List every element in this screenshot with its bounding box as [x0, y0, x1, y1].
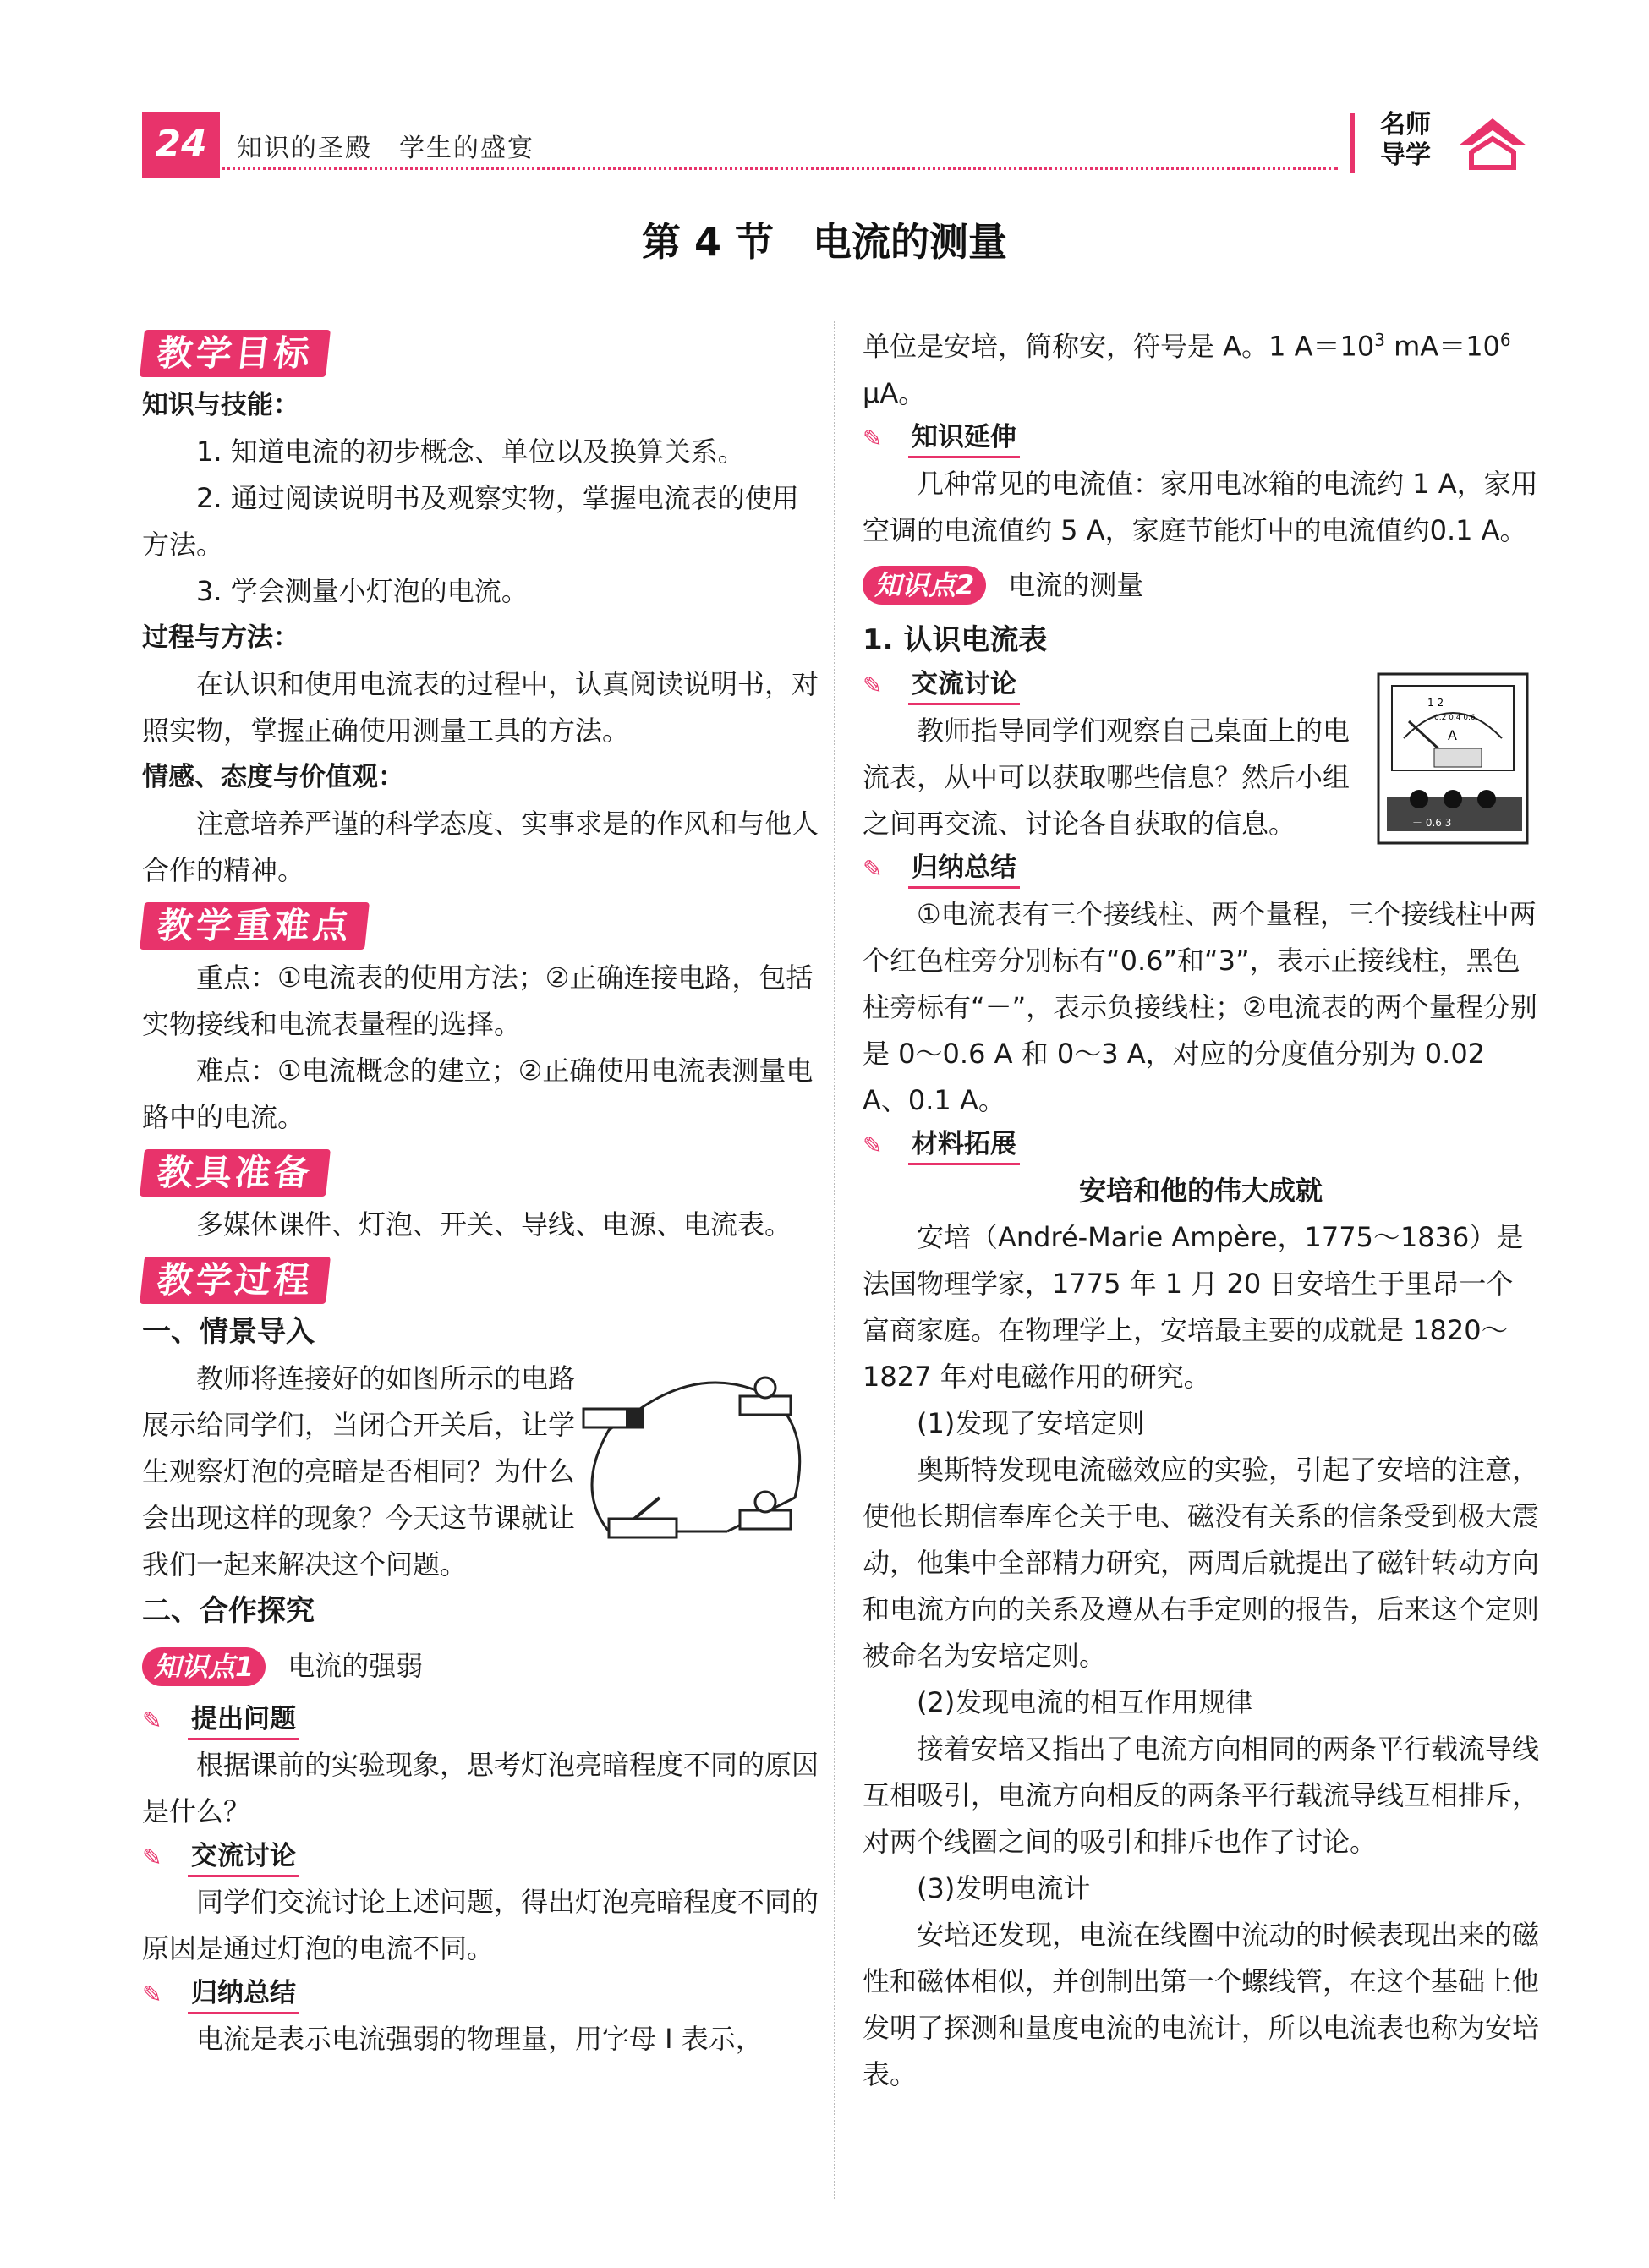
- section-teaching-tools: 教具准备: [140, 1149, 331, 1197]
- knowledge-point-2: [863, 562, 1539, 609]
- page-number: 24: [142, 112, 220, 178]
- pen-icon: ✎: [142, 1843, 162, 1871]
- kp1-badge: 知识点1: [142, 1647, 266, 1686]
- interaction-law-text: 接着安培又指出了电流方向相同的两条平行载流导线互相吸引，电流方向相反的两条平行载流导线互相排斥，对两个线圈之间的吸引和排斥也作了讨论。: [863, 1732, 1540, 1858]
- unit-part-a: 单位是安培，简称安，符号是 A。1 A＝10: [863, 330, 1375, 363]
- logo-line-1: 名师: [1380, 110, 1431, 140]
- kp2-label: 电流的测量: [1008, 568, 1144, 601]
- heading-cooperative-inquiry: 二、合作探究: [142, 1594, 315, 1628]
- summary-text: 电流是表示电流强弱的物理量，用字母 I 表示，: [196, 2023, 763, 2055]
- pen-icon: ✎: [863, 855, 883, 884]
- unit-exp-2: 6: [1499, 330, 1511, 350]
- key-point-text: 重点：①电流表的使用方法；②正确连接电路，包括实物接线和电流表量程的选择。: [142, 961, 814, 1040]
- mini-heading-label: 交流讨论: [908, 666, 1020, 705]
- pen-icon: ✎: [142, 1980, 162, 2008]
- right-column: [863, 317, 1539, 2098]
- teaching-tools-text: 多媒体课件、灯泡、开关、导线、电源、电流表。: [196, 1208, 792, 1241]
- interaction-law-title: (2)发现电流的相互作用规律: [917, 1685, 1253, 1718]
- pen-icon: ✎: [863, 425, 883, 453]
- meter-scale-bottom: 0.2 0.4 0.6: [1434, 713, 1476, 722]
- header-slogan: 知识的圣殿 学生的盛宴: [237, 134, 534, 163]
- unit-text: [863, 317, 1539, 417]
- meter-terminals: － 0.6 3: [1412, 816, 1452, 829]
- circuit-diagram: [575, 1362, 819, 1557]
- section-key-difficult: 教学重难点: [140, 902, 370, 950]
- ampere-rule-title: (1)发现了安培定则: [917, 1406, 1145, 1439]
- brand-logo: [1350, 108, 1532, 174]
- pen-icon: ✎: [142, 1706, 162, 1734]
- question-text: 根据课前的实验现象，思考灯泡亮暗程度不同的原因是什么？: [142, 1749, 819, 1827]
- galvanometer-title: (3)发明电流计: [917, 1871, 1091, 1904]
- emotion-attitude-title: 情感、态度与价值观：: [142, 762, 404, 792]
- mini-heading-label: 知识延伸: [908, 419, 1020, 458]
- mini-heading-label: 归纳总结: [908, 849, 1020, 889]
- ampere-rule-text: 奥斯特发现电流磁效应的实验，引起了安培的注意，使他长期信奉库仑关于电、磁没有关系的信条受到极大震动，他集中全部精力研究，两周后就提出了磁针转动方向和电流方向的关系及遵从右手定则的报告，后来这个定则被命名为安培定则。: [863, 1453, 1540, 1672]
- logo-mark-icon: [1455, 112, 1531, 173]
- unit-part-c: μA。: [863, 376, 926, 409]
- mini-heading-extension: [863, 417, 1539, 461]
- mini-heading-raise-question: [142, 1698, 819, 1742]
- emotion-attitude-text: 注意培养严谨的科学态度、实事求是的作风和与他人合作的精神。: [142, 808, 819, 886]
- goal-1: 1. 知道电流的初步概念、单位以及换算关系。: [196, 436, 745, 468]
- left-column: [142, 321, 819, 2063]
- pen-icon: ✎: [863, 1131, 883, 1160]
- mini-heading-label: 交流讨论: [188, 1838, 299, 1877]
- difficult-point-text: 难点：①电流概念的建立；②正确使用电流表测量电路中的电流。: [142, 1055, 814, 1133]
- process-method-title: 过程与方法：: [142, 622, 299, 653]
- material-title: 安培和他的伟大成就: [1078, 1174, 1323, 1207]
- section-teaching-process: 教学过程: [140, 1257, 331, 1304]
- knowledge-point-1: [142, 1643, 819, 1690]
- ampere-bio: 安培（André-Marie Ampère，1775～1836）是法国物理学家，1775 年 1 月 20 日安培生于里昂一个富商家庭。在物理学上，安培最主要的成就是 1820～1827 年对电磁作用的研究。: [863, 1220, 1524, 1393]
- mini-heading-label: 材料拓展: [908, 1126, 1020, 1165]
- logo-line-2: 导学: [1380, 140, 1431, 170]
- unit-exp-1: 3: [1374, 330, 1385, 350]
- pen-icon: ✎: [863, 671, 883, 700]
- ammeter-illustration: [1375, 671, 1541, 855]
- summary-2-text: ①电流表有三个接线柱、两个量程，三个接线柱中两个红色柱旁分别标有“0.6”和“3”，表示正接线柱，黑色柱旁标有“－”，表示负接线柱；②电流表的两个量程分别是 0～0.6 A 和 0～3 A，对应的分度值分别为 0.02 A、0.1 A。: [863, 897, 1537, 1116]
- meter-scale-top: 1 2: [1427, 696, 1444, 709]
- header-dotted-line: [222, 167, 1338, 170]
- heading-scene-intro: 一、情景导入: [142, 1315, 315, 1349]
- column-divider: [834, 321, 835, 2199]
- unit-part-b: mA＝10: [1384, 330, 1500, 363]
- mini-heading-discussion: [142, 1835, 819, 1879]
- meter-unit: A: [1448, 726, 1457, 743]
- logo-bar: [1350, 113, 1355, 173]
- discussion-2-text: 教师指导同学们观察自己桌面上的电流表，从中可以获取哪些信息？然后小组之间再交流、讨论各自获取的信息。: [863, 714, 1350, 840]
- goal-2: 2. 通过阅读说明书及观察实物，掌握电流表的使用方法。: [142, 482, 799, 561]
- goal-3: 3. 学会测量小灯泡的电流。: [196, 575, 529, 607]
- intro-text: 教师将连接好的如图所示的电路展示给同学们，当闭合开关后，让学生观察灯泡的亮暗是否相同？为什么会出现这样的现象？今天这节课就让我们一起来解决这个问题。: [142, 1362, 576, 1580]
- discussion-text: 同学们交流讨论上述问题，得出灯泡亮暗程度不同的原因是通过灯泡的电流不同。: [142, 1886, 819, 1964]
- section-teaching-goals: 教学目标: [140, 330, 331, 377]
- kp1-label: 电流的强弱: [288, 1650, 424, 1682]
- mini-heading-material: [863, 1124, 1539, 1168]
- knowledge-skill-title: 知识与技能：: [142, 390, 299, 420]
- heading-know-ammeter: 1. 认识电流表: [863, 622, 1048, 657]
- kp2-badge: 知识点2: [863, 566, 986, 605]
- page-title: 第 4 节 电流的测量: [641, 219, 1008, 265]
- extension-text: 几种常见的电流值：家用电冰箱的电流约 1 A，家用空调的电流值约 5 A，家庭节能灯中的电流值约0.1 A。: [863, 467, 1538, 546]
- mini-heading-label: 提出问题: [188, 1701, 299, 1740]
- mini-heading-summary: [142, 1972, 819, 2016]
- process-method-text: 在认识和使用电流表的过程中，认真阅读说明书，对照实物，掌握正确使用测量工具的方法。: [142, 668, 819, 747]
- galvanometer-text: 安培还发现，电流在线圈中流动的时候表现出来的磁性和磁体相似，并创制出第一个螺线管，在这个基础上他发明了探测和量度电流的电流计，所以电流表也称为安培表。: [863, 1918, 1540, 2090]
- mini-heading-label: 归纳总结: [188, 1975, 299, 2014]
